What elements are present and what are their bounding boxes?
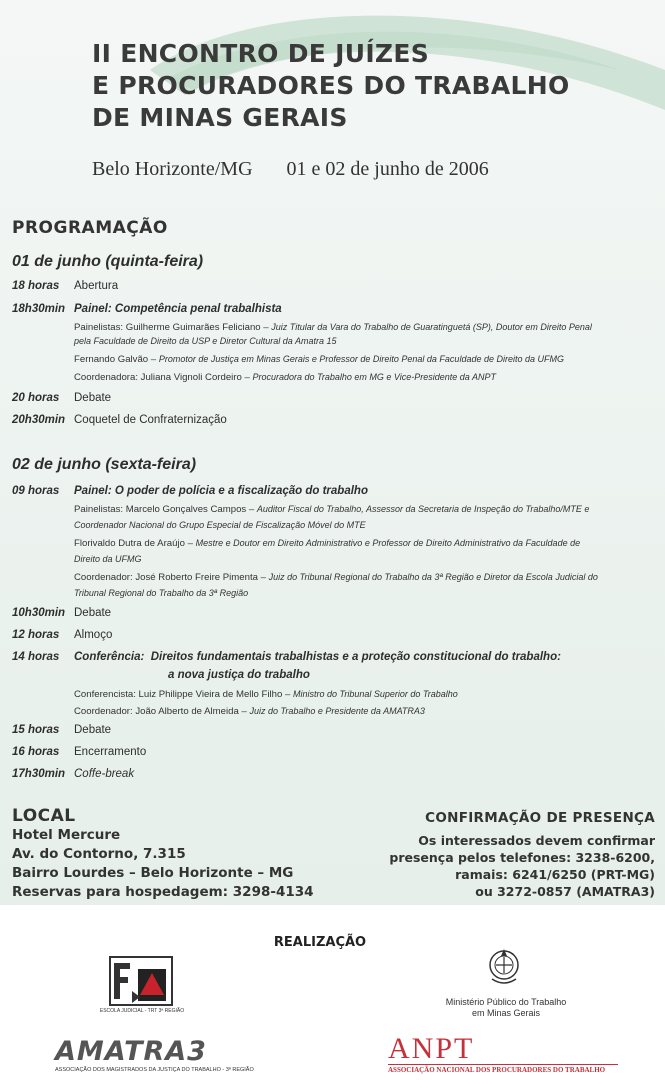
- mpt-caption-line-1: Ministério Público do Trabalho: [445, 997, 567, 1007]
- detail-label: Painelistas: Marcelo Gonçalves Campos –: [74, 504, 255, 515]
- day1-title: 01 de junho (quinta-feira): [12, 253, 204, 270]
- detail-line: [74, 571, 598, 584]
- schedule-event: Debate: [74, 724, 112, 736]
- detail-text: Juiz Titular da Vara do Trabalho de Guaratinguetá (SP), Doutor em Direito Penal: [271, 322, 592, 332]
- detail-text: Mestre e Doutor em Direito Administrativo e Professor de Direito Administrativo da Faculdade de: [195, 538, 581, 548]
- schedule-time: 16 horas: [12, 746, 60, 758]
- detail-text: pela Faculdade de Direito da USP e Diretor Cultural da Amatra 15: [74, 336, 337, 346]
- local-section: [12, 806, 314, 902]
- detail-label: Coordenador: José Roberto Freire Pimenta –: [74, 572, 266, 583]
- detail-text: Direito da UFMG: [74, 554, 142, 564]
- amatra3-wordmark: AMATRA3: [55, 1036, 207, 1067]
- anpt-subtitle: ASSOCIAÇÃO NACIONAL DOS PROCURADORES DO TRABALHO: [388, 1064, 618, 1074]
- amatra3-logo: [55, 1036, 254, 1073]
- detail-text: Ministro do Tribunal Superior do Trabalho: [293, 689, 458, 699]
- detail-line: [74, 503, 589, 516]
- schedule-time: 14 horas: [12, 651, 60, 663]
- title-line-2: E PROCURADORES DO TRABALHO: [92, 71, 570, 100]
- event-subtitle: [92, 158, 489, 181]
- realizacao-heading: REALIZAÇÃO: [273, 935, 367, 950]
- brasao-seal-icon: [486, 947, 522, 987]
- anpt-wordmark: ANPT: [388, 1032, 475, 1065]
- schedule-event: Coffe-break: [74, 768, 135, 780]
- detail-line: [74, 335, 336, 348]
- mpt-caption: [432, 997, 580, 1019]
- detail-label: Coordenadora: Juliana Vignoli Cordeiro –: [74, 372, 250, 383]
- event-title: [92, 38, 570, 134]
- detail-line: [74, 321, 592, 334]
- detail-line: [74, 688, 458, 701]
- day2-title: 02 de junho (sexta-feira): [12, 456, 197, 473]
- schedule-event: Almoço: [74, 629, 113, 641]
- detail-line: [74, 519, 366, 532]
- anpt-logo: [388, 1034, 618, 1074]
- detail-label: Fernando Galvão –: [74, 354, 157, 365]
- detail-text: Coordenador Nacional do Grupo Especial de Fiscalização Móvel do MTE: [74, 520, 366, 530]
- schedule-time: 10h30min: [12, 607, 66, 619]
- detail-text: Procuradora do Trabalho em MG e Vice-Presidente da ANPT: [252, 372, 496, 382]
- detail-line: [74, 537, 580, 550]
- local-line: Bairro Lourdes – Belo Horizonte – MG: [12, 865, 294, 881]
- schedule-time: 20h30min: [12, 414, 66, 426]
- mpt-caption-line-2: em Minas Gerais: [471, 1008, 541, 1018]
- schedule-time: 12 horas: [12, 629, 60, 641]
- detail-line: [74, 587, 248, 600]
- event-dates: 01 e 02 de junho de 2006: [286, 158, 489, 180]
- title-line-1: II ENCONTRO DE JUÍZES: [92, 39, 430, 68]
- confirmacao-line: presença pelos telefones: 3238-6200,: [389, 850, 655, 865]
- escola-judicial-caption: ESCOLA JUDICIAL - TRT 3ª REGIÃO: [99, 1008, 185, 1014]
- schedule-time: 15 horas: [12, 724, 60, 736]
- conference-title: Direitos fundamentais trabalhistas e a proteção constitucional do trabalho:: [150, 651, 561, 663]
- confirmacao-line: ramais: 6241/6250 (PRT-MG): [455, 867, 655, 882]
- conference-prefix: Conferência:: [74, 651, 145, 663]
- programacao-heading: PROGRAMAÇÃO: [12, 218, 168, 238]
- schedule-event: Painel: O poder de polícia e a fiscalização do trabalho: [74, 485, 368, 497]
- schedule-time: 18h30min: [12, 303, 66, 315]
- detail-text: Promotor de Justiça em Minas Gerais e Professor de Direito Penal da Faculdade de Direito da UFMG: [158, 354, 564, 364]
- local-line: Av. do Contorno, 7.315: [12, 846, 186, 862]
- detail-label: Coordenador: João Alberto de Almeida –: [74, 706, 247, 717]
- detail-line: [74, 353, 564, 366]
- schedule-event: Debate: [74, 607, 112, 619]
- detail-label: Florivaldo Dutra de Araújo –: [74, 538, 193, 549]
- confirmacao-line: ou 3272-0857 (AMATRA3): [475, 884, 655, 899]
- detail-line: [74, 553, 142, 566]
- confirmacao-line: Os interessados devem confirmar: [418, 833, 655, 848]
- schedule-event: Painel: Competência penal trabalhista: [74, 303, 282, 315]
- amatra3-subtitle: ASSOCIAÇÃO DOS MAGISTRADOS DA JUSTIÇA DO TRABALHO - 3ª REGIÃO: [55, 1067, 254, 1073]
- detail-line: [74, 705, 425, 718]
- conference-title-continuation: [168, 669, 310, 681]
- local-heading: LOCAL: [12, 806, 76, 826]
- confirmacao-heading: CONFIRMAÇÃO DE PRESENÇA: [425, 810, 655, 826]
- schedule-time: 09 horas: [12, 485, 60, 497]
- detail-line: [74, 371, 496, 384]
- schedule-time: 17h30min: [12, 768, 66, 780]
- detail-label: Conferencista: Luiz Philippe Vieira de Mello Filho –: [74, 689, 291, 700]
- detail-text: Juiz do Trabalho e Presidente da AMATRA3: [249, 706, 425, 716]
- schedule-event: Coquetel de Confraternização: [74, 414, 227, 426]
- conference-title-cont: a nova justiça do trabalho: [168, 669, 310, 681]
- detail-text: Tribunal Regional do Trabalho da 3ª Região: [74, 588, 249, 598]
- local-line: Hotel Mercure: [12, 827, 121, 843]
- confirmacao-section: [389, 810, 655, 900]
- detail-text: Auditor Fiscal do Trabalho, Assessor da Secretaria de Inspeção do Trabalho/MTE e: [256, 504, 590, 514]
- schedule-event: Encerramento: [74, 746, 147, 758]
- detail-text: Juiz do Tribunal Regional do Trabalho da 3ª Região e Diretor da Escola Judicial do: [268, 572, 598, 582]
- schedule-time: 18 horas: [12, 280, 60, 292]
- schedule-event: Abertura: [74, 280, 119, 292]
- title-line-3: DE MINAS GERAIS: [92, 103, 348, 132]
- detail-label: Painelistas: Guilherme Guimarães Feliciano –: [74, 322, 269, 333]
- event-location: Belo Horizonte/MG: [92, 158, 253, 180]
- schedule-time: 20 horas: [12, 392, 60, 404]
- schedule-event: [74, 651, 561, 663]
- local-line: Reservas para hospedagem: 3298-4134: [12, 884, 314, 900]
- schedule-event: Debate: [74, 392, 112, 404]
